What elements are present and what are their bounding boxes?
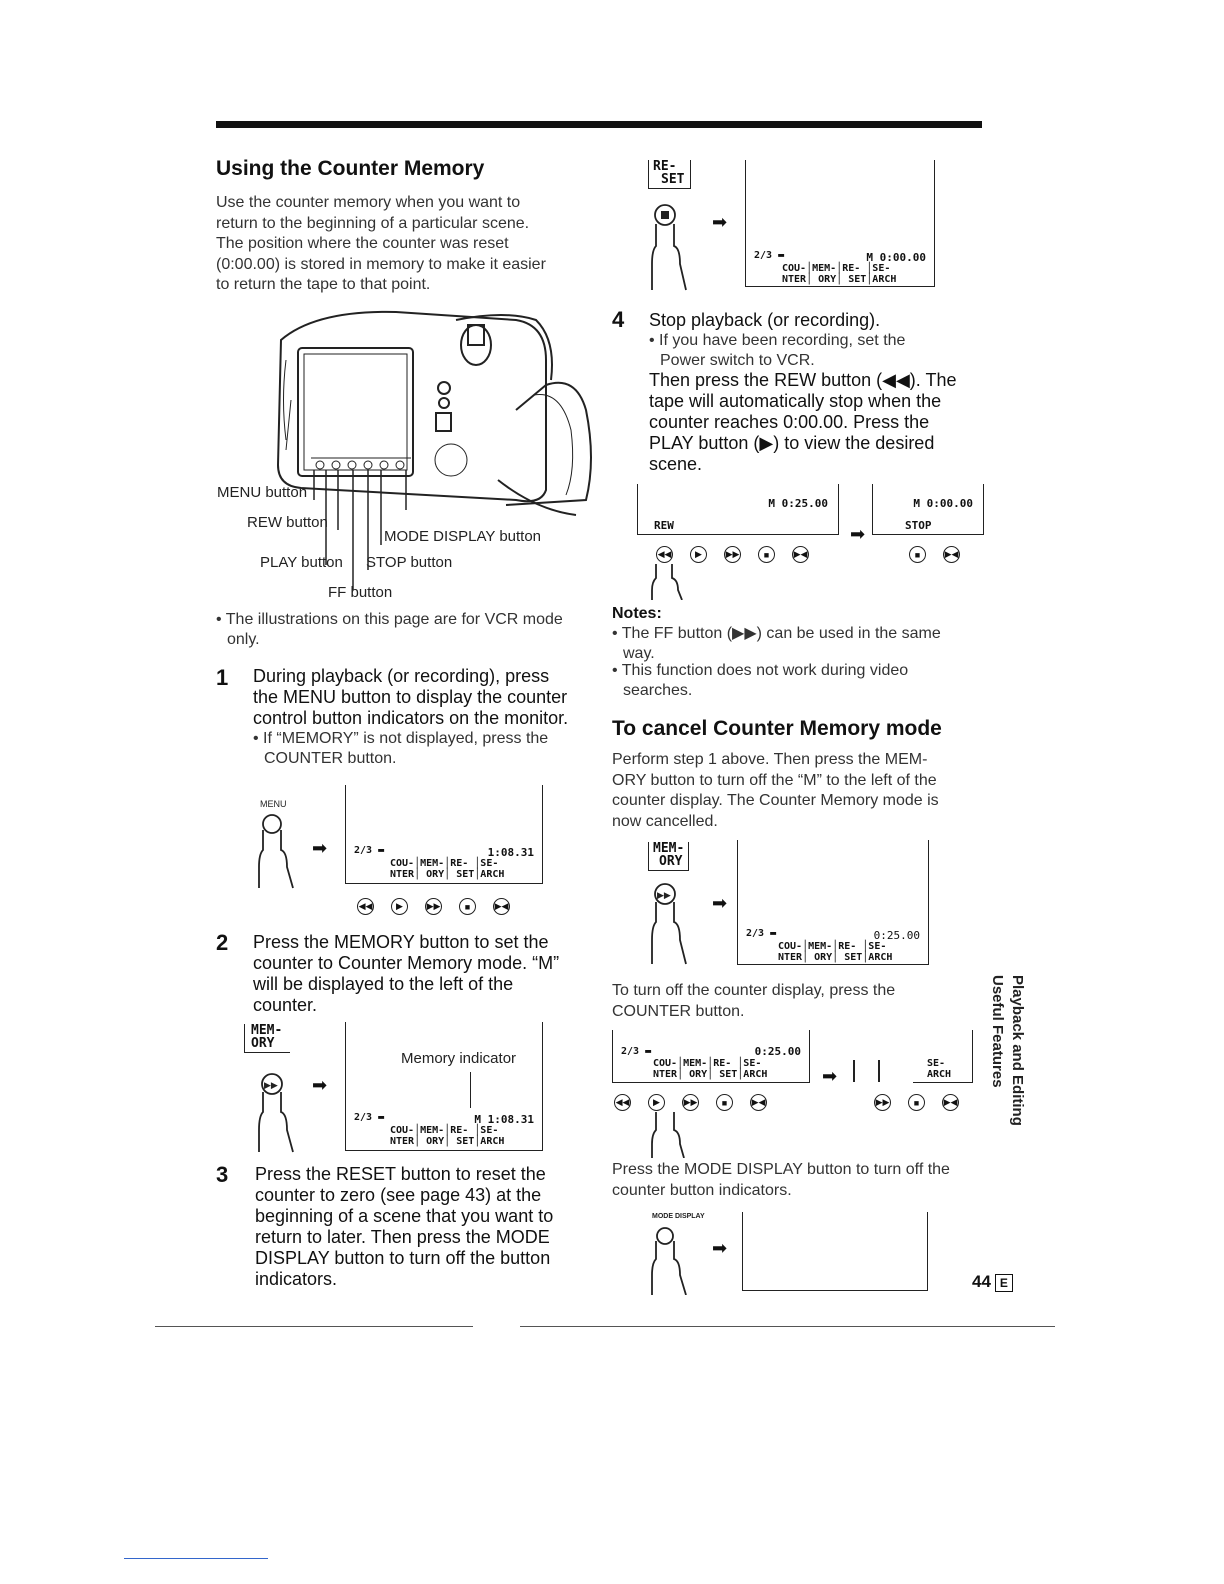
osd-counter: M 0:25.00 bbox=[768, 497, 828, 510]
osd-counter: 0:25.00 bbox=[873, 929, 920, 942]
intro-line: The position where the counter was reset bbox=[216, 235, 509, 252]
menu-finger-label: MENU bbox=[260, 799, 287, 809]
step-line: Then press the REW button (◀◀). The bbox=[649, 370, 957, 390]
badge-text: 2/3 bbox=[621, 1046, 640, 1057]
step-3-number: 3 bbox=[216, 1162, 229, 1187]
next-arrow-icon: ➡ bbox=[822, 1066, 838, 1086]
finger-icon bbox=[648, 1225, 698, 1295]
step-4-heading: Stop playback (or recording). bbox=[649, 310, 881, 330]
btn-line: SET bbox=[661, 172, 685, 187]
step-line: scene. bbox=[649, 454, 703, 474]
ff-button-icon: ▶▶ bbox=[724, 546, 741, 563]
cancel-paragraph bbox=[612, 750, 982, 832]
next-arrow-icon: ➡ bbox=[312, 1075, 328, 1095]
callout-rew: REW button bbox=[247, 514, 328, 531]
page-number bbox=[972, 1272, 1013, 1292]
step-4-number: 4 bbox=[612, 307, 625, 332]
skip-button-icon: ▶◀ bbox=[493, 898, 510, 915]
btn-line: MEM- bbox=[251, 1023, 283, 1038]
step-1-sub bbox=[253, 729, 593, 769]
osd-menu-row2: NTER│ ORY│ SET│ARCH bbox=[653, 1069, 768, 1080]
divider bbox=[853, 1060, 855, 1082]
note-line: • The FF button (▶▶) can be used in the same bbox=[612, 624, 982, 644]
skip-button-icon: ▶◀ bbox=[942, 1094, 959, 1111]
step-line: return to later. Then press the MODE bbox=[255, 1227, 550, 1247]
callout-stop: STOP button bbox=[366, 554, 453, 571]
cancel-line: now cancelled. bbox=[612, 812, 718, 830]
step-line: Press the MEMORY button to set the bbox=[253, 932, 549, 952]
intro-paragraph bbox=[216, 193, 596, 296]
osd-badge: 2/3 ▬ bbox=[354, 1112, 385, 1123]
skip-button-icon: ▶◀ bbox=[792, 546, 809, 563]
osd-badge: 2/3 ▬ bbox=[746, 928, 777, 939]
cancel-line: Perform step 1 above. Then press the MEM- bbox=[612, 751, 928, 768]
osd-badge: 2/3 ▬ bbox=[354, 845, 385, 856]
rew-button-icon: ◀◀ bbox=[656, 546, 673, 563]
intro-line: return to the beginning of a particular scene. bbox=[216, 214, 530, 232]
osd-counter: 1:08.31 bbox=[487, 846, 534, 859]
callout-mode-display: MODE DISPLAY button bbox=[384, 528, 542, 545]
ff-button-icon: ▶▶ bbox=[425, 898, 442, 915]
step-1-text bbox=[253, 666, 593, 729]
vcr-note bbox=[216, 610, 596, 650]
osd-menu-row2: NTER│ ORY│ SET│ARCH bbox=[390, 1136, 505, 1147]
note-line: only. bbox=[227, 631, 260, 648]
memory-indicator-label: Memory indicator bbox=[401, 1050, 517, 1067]
step-line: counter. bbox=[253, 995, 318, 1015]
osd-counter: 0:25.00 bbox=[754, 1045, 801, 1058]
step-4-sub bbox=[649, 331, 989, 371]
reset-button-label bbox=[648, 160, 691, 189]
control-buttons-row bbox=[357, 898, 510, 915]
btn-line: ORY bbox=[659, 854, 683, 869]
badge-text: 2/3 bbox=[354, 1112, 373, 1123]
sub-line: • If you have been recording, set the bbox=[649, 331, 989, 351]
monitor-screen bbox=[737, 840, 929, 965]
monitor-screen bbox=[745, 160, 935, 287]
play-button-icon: ▶ bbox=[690, 546, 707, 563]
step-line: the MENU button to display the counter bbox=[253, 687, 568, 707]
next-arrow-icon: ➡ bbox=[712, 1238, 728, 1258]
step-line: beginning of a scene that you want to bbox=[255, 1206, 554, 1226]
mode-display-line: counter button indicators. bbox=[612, 1181, 792, 1199]
note-line: • The illustrations on this page are for VCR mode bbox=[216, 610, 596, 630]
btn-line: ORY bbox=[251, 1036, 275, 1051]
stop-button-icon: ■ bbox=[909, 546, 926, 563]
sub-line: COUNTER button. bbox=[264, 750, 397, 767]
osd-search-row2: ARCH bbox=[927, 1069, 952, 1080]
stop-button-icon: ■ bbox=[716, 1094, 733, 1111]
callout-ff: FF button bbox=[328, 584, 393, 601]
counter-off-line: To turn off the counter display, press the bbox=[612, 982, 896, 999]
osd-rew-label: REW bbox=[654, 519, 674, 532]
callout-play: PLAY button bbox=[260, 554, 343, 571]
monitor-screen bbox=[913, 1030, 973, 1083]
play-button-icon: ▶ bbox=[648, 1094, 665, 1111]
intro-line: Use the counter memory when you want to bbox=[216, 194, 521, 211]
step-line: tape will automatically stop when the bbox=[649, 391, 942, 411]
memory-button-label bbox=[648, 842, 689, 871]
step-1-number: 1 bbox=[216, 665, 229, 690]
rew-button-icon: ◀◀ bbox=[614, 1094, 631, 1111]
osd-menu-row1: COU-│MEM-│RE- │SE- bbox=[778, 941, 887, 952]
next-arrow-icon: ➡ bbox=[312, 838, 328, 858]
next-arrow-icon: ➡ bbox=[712, 212, 728, 232]
step-line: Press the RESET button to reset the bbox=[255, 1164, 546, 1184]
step-line: indicators. bbox=[255, 1269, 338, 1289]
step-line: counter to zero (see page 43) at the bbox=[255, 1185, 542, 1205]
memory-button-label bbox=[244, 1024, 290, 1053]
osd-menu-row1: COU-│MEM-│RE- │SE- bbox=[390, 1125, 499, 1136]
sub-line: Power switch to VCR. bbox=[660, 352, 815, 369]
btn-line: RE- bbox=[653, 159, 677, 174]
badge-text: 2/3 bbox=[754, 250, 773, 261]
side-tab-line: Playback and Editing bbox=[1009, 975, 1026, 1126]
stop-button-icon: ■ bbox=[459, 898, 476, 915]
osd-stop-label: STOP bbox=[905, 519, 932, 532]
divider bbox=[878, 1060, 880, 1082]
callout-menu: MENU button bbox=[217, 484, 308, 501]
badge-text: 2/3 bbox=[746, 928, 765, 939]
next-arrow-icon: ➡ bbox=[850, 524, 866, 544]
next-arrow-icon: ➡ bbox=[712, 893, 728, 913]
bottom-rule-right bbox=[520, 1326, 1055, 1327]
mode-display-finger-label: MODE DISPLAY bbox=[652, 1213, 705, 1220]
osd-menu-row1: COU-│MEM-│RE- │SE- bbox=[390, 858, 499, 869]
monitor-screen bbox=[345, 785, 543, 884]
note-line: • This function does not work during video bbox=[612, 661, 982, 681]
page-number-text: 44 bbox=[972, 1272, 991, 1291]
monitor-rew-screen bbox=[637, 484, 839, 535]
bottom-rule-left bbox=[155, 1326, 473, 1327]
top-rule bbox=[216, 121, 982, 128]
stop-button-icon: ■ bbox=[908, 1094, 925, 1111]
rew-button-icon: ◀◀ bbox=[357, 898, 374, 915]
osd-search-row1: SE- bbox=[927, 1058, 946, 1069]
step-4-text bbox=[649, 370, 989, 475]
osd-counter: M 1:08.31 bbox=[474, 1113, 534, 1126]
counter-off-line: COUNTER button. bbox=[612, 1002, 745, 1020]
ff-button-icon: ▶▶ bbox=[874, 1094, 891, 1111]
control-buttons-row bbox=[874, 1094, 959, 1111]
osd-menu-row2: NTER│ ORY│ SET│ARCH bbox=[782, 274, 897, 285]
indicator-line bbox=[470, 1072, 471, 1108]
osd-menu-row1: COU-│MEM-│RE- │SE- bbox=[782, 263, 891, 274]
svg-text:▶▶: ▶▶ bbox=[657, 891, 671, 901]
cancel-line: counter display. The Counter Memory mode is bbox=[612, 792, 939, 809]
counter-off-paragraph bbox=[612, 981, 972, 1022]
skip-button-icon: ▶◀ bbox=[943, 546, 960, 563]
note-line: searches. bbox=[623, 682, 693, 699]
intro-line: to return the tape to that point. bbox=[216, 276, 431, 293]
monitor-stop-screen bbox=[872, 484, 984, 535]
cancel-heading: To cancel Counter Memory mode bbox=[612, 717, 942, 740]
notes-heading: Notes: bbox=[612, 605, 662, 622]
finger-icon bbox=[648, 200, 698, 292]
step-line: During playback (or recording), press bbox=[253, 666, 550, 686]
osd-counter: M 0:00.00 bbox=[866, 251, 926, 264]
play-button-icon: ▶ bbox=[391, 898, 408, 915]
mode-display-paragraph bbox=[612, 1160, 992, 1201]
badge-text: 2/3 bbox=[354, 845, 373, 856]
step-line: DISPLAY button to turn off the button bbox=[255, 1248, 551, 1268]
control-buttons-row bbox=[909, 546, 960, 563]
finger-icon bbox=[255, 812, 305, 890]
step-2-text bbox=[253, 932, 593, 1016]
osd-menu-row2: NTER│ ORY│ SET│ARCH bbox=[778, 952, 893, 963]
osd-counter: M 0:00.00 bbox=[913, 497, 973, 510]
osd-menu-row1: COU-│MEM-│RE- │SE- bbox=[653, 1058, 762, 1069]
mode-display-line: Press the MODE DISPLAY button to turn off the bbox=[612, 1161, 950, 1178]
finger-icon bbox=[650, 560, 690, 600]
step-line: counter reaches 0:00.00. Press the bbox=[649, 412, 930, 432]
osd-badge: 2/3 ▬ bbox=[621, 1046, 652, 1057]
ff-button-icon: ▶▶ bbox=[682, 1094, 699, 1111]
step-3-text bbox=[255, 1164, 595, 1290]
osd-menu-row2: NTER│ ORY│ SET│ARCH bbox=[390, 869, 505, 880]
cancel-line: ORY button to turn off the “M” to the left of the bbox=[612, 771, 937, 789]
monitor-screen bbox=[612, 1030, 810, 1083]
control-buttons-row bbox=[614, 1094, 767, 1111]
step-line: counter to Counter Memory mode. “M” bbox=[253, 953, 560, 973]
svg-text:▶▶: ▶▶ bbox=[264, 1081, 278, 1091]
section-heading: Using the Counter Memory bbox=[216, 157, 485, 180]
side-tab-line: Useful Features bbox=[989, 975, 1006, 1088]
side-tab bbox=[988, 975, 1026, 1126]
stop-button-icon: ■ bbox=[758, 546, 775, 563]
step-line: will be displayed to the left of the bbox=[253, 974, 514, 994]
finger-icon bbox=[648, 880, 698, 966]
note-line: way. bbox=[623, 645, 655, 662]
intro-line: (0:00.00) is stored in memory to make it easier bbox=[216, 255, 546, 273]
osd-badge: 2/3 ▬ bbox=[754, 250, 785, 261]
sub-line: • If “MEMORY” is not displayed, press the bbox=[253, 729, 593, 749]
finger-icon bbox=[255, 1070, 305, 1154]
finger-icon bbox=[648, 1110, 692, 1158]
monitor-screen bbox=[345, 1022, 543, 1151]
btn-line: MEM- bbox=[653, 841, 685, 856]
step-line: control button indicators on the monitor. bbox=[253, 708, 569, 728]
step-2-number: 2 bbox=[216, 930, 229, 955]
footer-rule bbox=[124, 1558, 268, 1559]
skip-button-icon: ▶◀ bbox=[750, 1094, 767, 1111]
monitor-screen bbox=[742, 1212, 928, 1291]
notes-list bbox=[612, 624, 982, 701]
language-badge: E bbox=[995, 1274, 1013, 1292]
step-line: PLAY button (▶) to view the desired bbox=[649, 433, 935, 453]
